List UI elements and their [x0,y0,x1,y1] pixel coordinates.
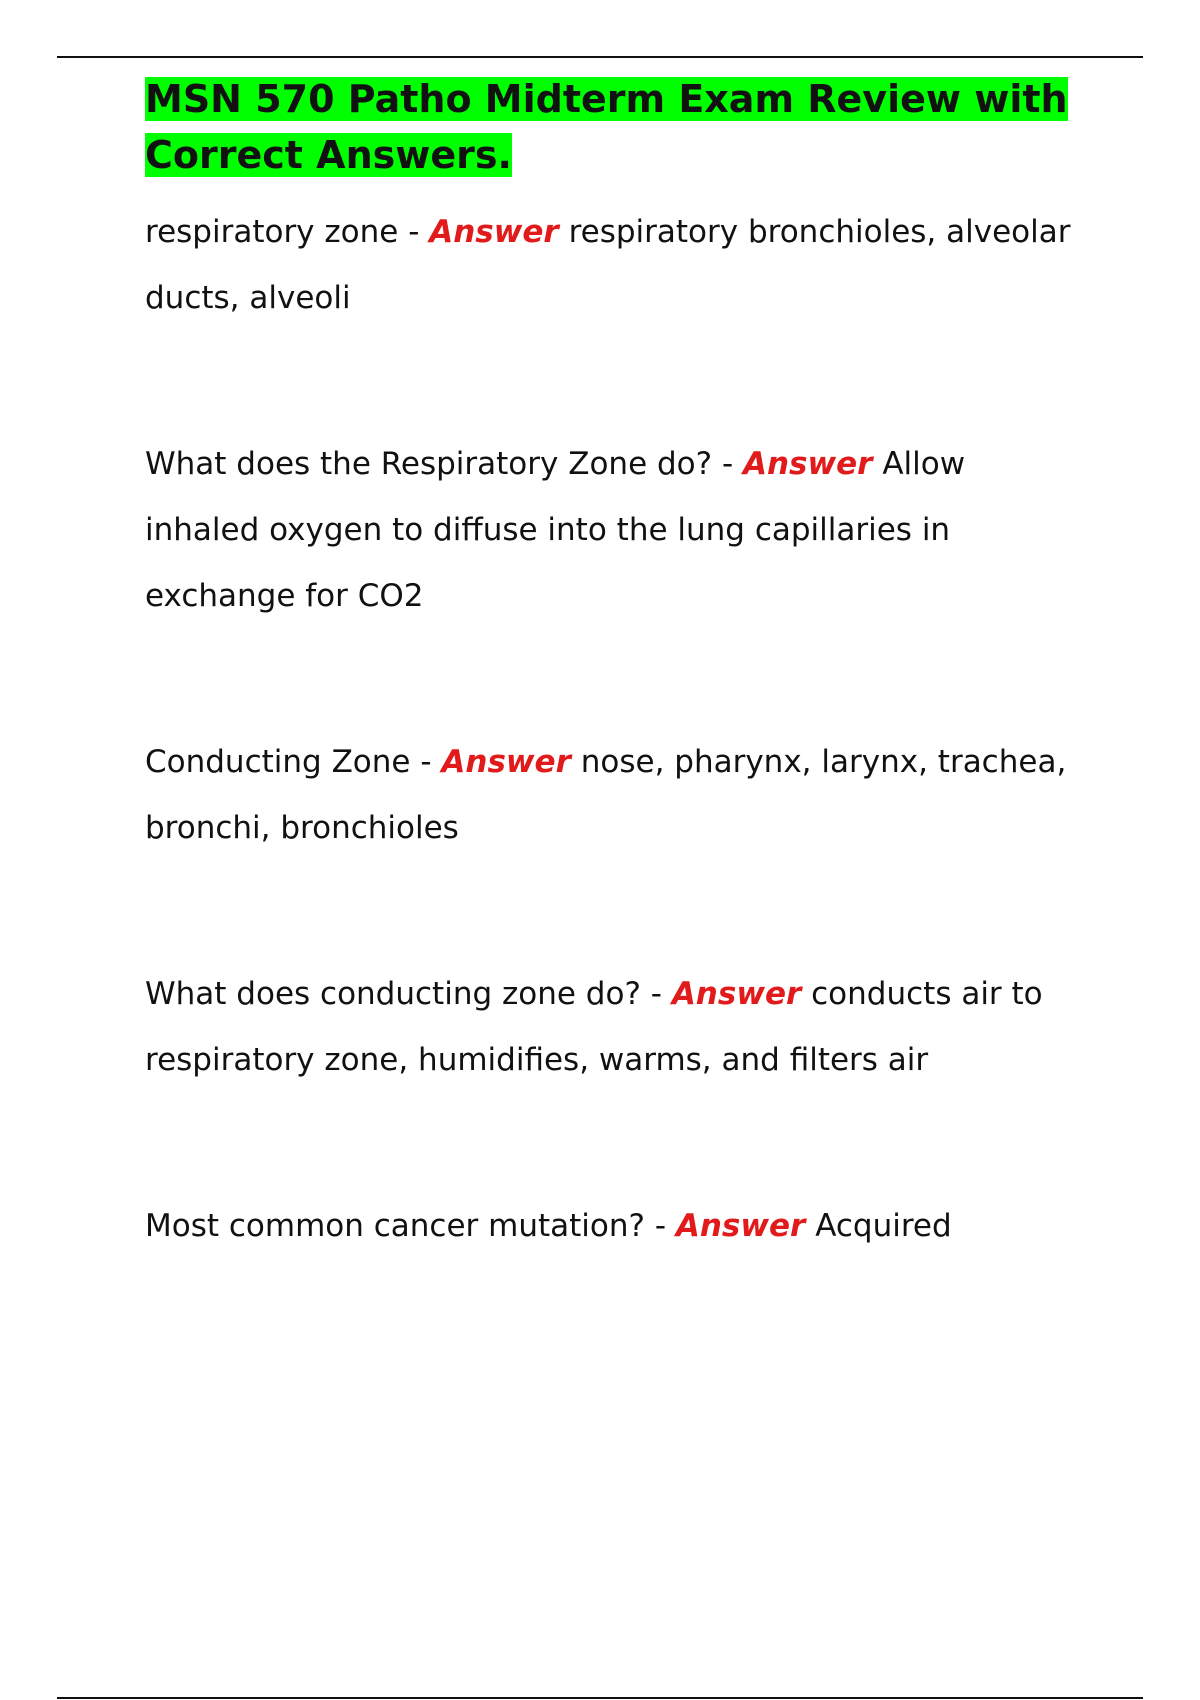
bottom-rule [57,1697,1143,1699]
answer-label: Answer [671,976,802,1012]
qa-prompt: Most common cancer mutation? - [145,1208,676,1244]
qa-answer: conducts air to respiratory zone, humidifies, warms, and filters air [145,976,1043,1078]
qa-answer: Allow inhaled oxygen to diffuse into the lung capillaries in exchange for CO2 [145,446,966,614]
answer-label: Answer [429,214,559,250]
document-title [145,71,1075,183]
qa-item [145,431,1075,629]
qa-item [145,729,1075,861]
qa-prompt: Conducting Zone - [145,744,442,780]
top-rule [57,56,1143,58]
qa-prompt: respiratory zone - [145,214,430,250]
answer-label: Answer [441,744,571,780]
qa-answer: nose, pharynx, larynx, trachea, bronchi, bronchioles [145,744,1067,846]
qa-prompt: What does conducting zone do? - [145,976,672,1012]
qa-answer: Acquired [805,1208,952,1244]
qa-prompt: What does the Respiratory Zone do? - [145,446,743,482]
qa-item [145,1193,1075,1259]
qa-answer: respiratory bronchioles, alveolar ducts, alveoli [145,214,1071,316]
answer-label: Answer [675,1208,806,1244]
qa-item [145,961,1075,1093]
answer-label: Answer [743,446,873,482]
qa-item [145,199,1075,331]
title-highlight: MSN 570 Patho Midterm Exam Review with Correct Answers. [145,77,1068,177]
document-content [145,71,1075,1259]
